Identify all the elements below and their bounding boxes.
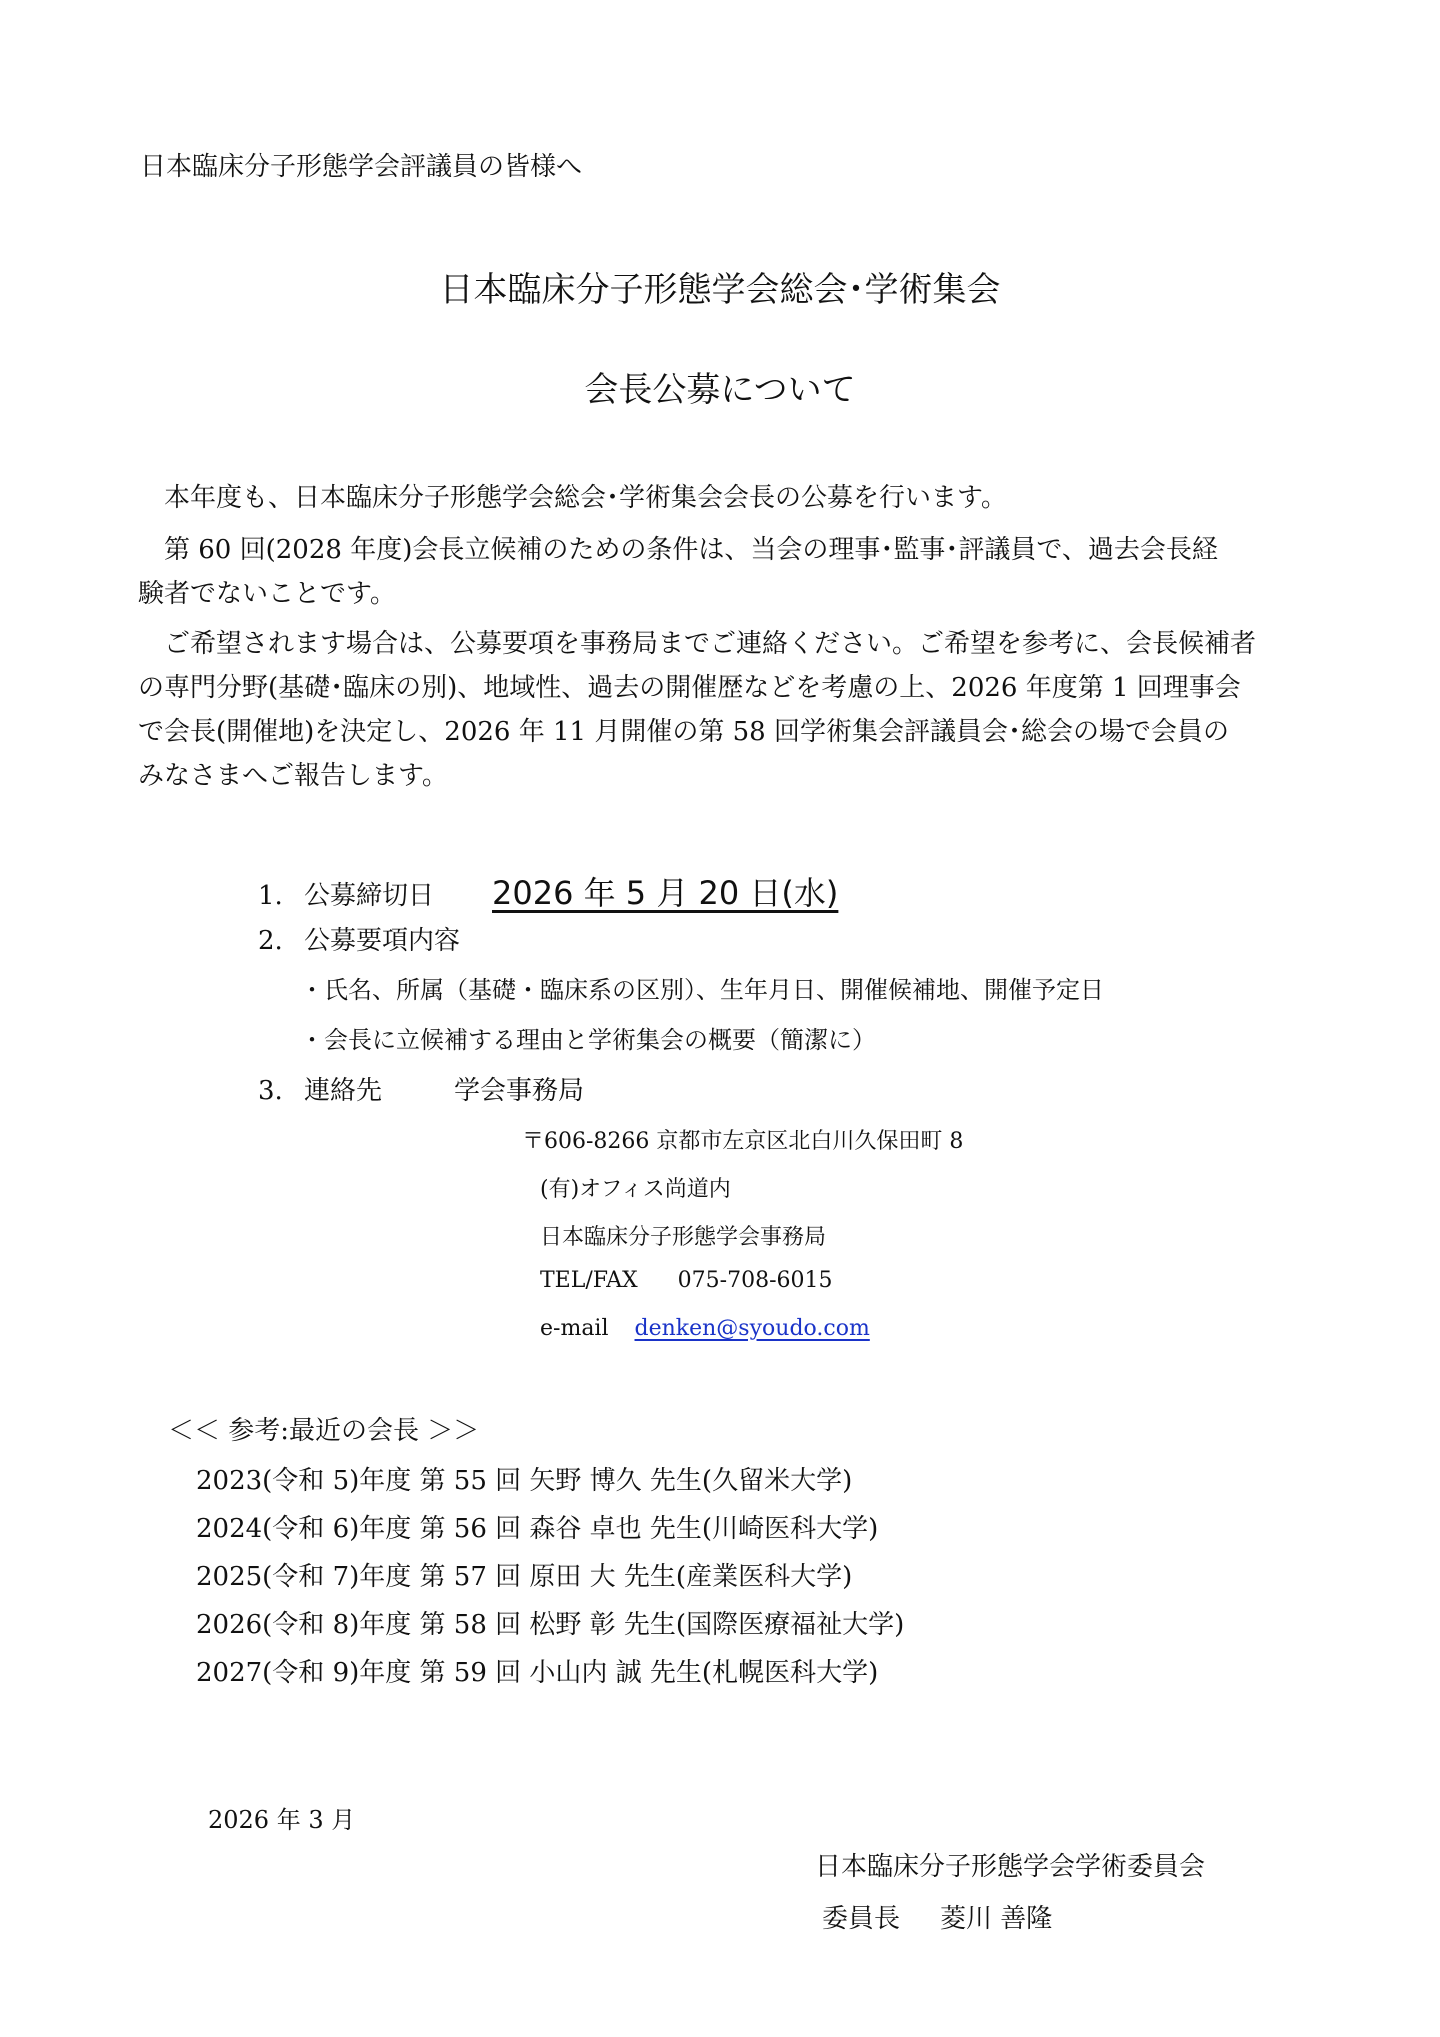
document-date: 2026 年 3 月: [208, 1806, 356, 1834]
procedure-line-1: ご希望されます場合は、公募要項を事務局までご連絡ください。ご希望を参考に、会長候補者: [164, 629, 1257, 659]
procedure-paragraph: [138, 622, 1303, 798]
document-subtitle: 会長公募について: [584, 370, 856, 410]
procedure-line-3: で会長(開催地)を決定し、2026 年 11 月開催の第 58 回学術集会評議員会･総会の場で会員の: [138, 717, 1229, 747]
content-label: 公募要項内容: [304, 926, 461, 956]
deadline-label: 公募締切日: [304, 881, 435, 911]
procedure-line-2: の専門分野(基礎･臨床の別)、地域性、過去の開催歴などを考慮の上、2026 年度第 1 回理事会: [138, 673, 1241, 703]
chair-signature: [822, 1898, 1052, 1935]
tel-fax: [540, 1268, 833, 1293]
contact-label: 連絡先: [304, 1076, 383, 1106]
reference-row: 2024(令和 6)年度 第 56 回 森谷 卓也 先生(川崎医科大学): [196, 1514, 879, 1544]
conditions-paragraph: [138, 528, 1303, 616]
deadline-number: 1.: [258, 881, 283, 911]
company-name: (有)オフィス尚道内: [540, 1177, 731, 1202]
content-bullet-2: ・会長に立候補する理由と学術集会の概要（簡潔に）: [300, 1026, 876, 1054]
tel-label: TEL/FAX: [540, 1268, 638, 1293]
deadline-value: 2026 年 5 月 20 日(水): [492, 874, 839, 912]
email-link[interactable]: denken@syoudo.com: [634, 1316, 870, 1341]
reference-row: 2026(令和 8)年度 第 58 回 松野 彰 先生(国際医療福祉大学): [196, 1610, 905, 1640]
document-title: 日本臨床分子形態学会総会･学術集会: [439, 270, 1001, 310]
procedure-line-4: みなさまへご報告します。: [138, 761, 448, 791]
reference-heading: ＜＜ 参考:最近の会長 ＞＞: [168, 1416, 480, 1446]
email-row: [540, 1316, 870, 1341]
reference-row: 2025(令和 7)年度 第 57 回 原田 大 先生(産業医科大学): [196, 1562, 853, 1592]
conditions-line-2: 験者でないことです。: [138, 579, 396, 609]
intro-paragraph: [138, 476, 1303, 520]
reference-row: 2023(令和 5)年度 第 55 回 矢野 博久 先生(久留米大学): [196, 1466, 853, 1496]
contact-number: 3.: [258, 1076, 283, 1106]
content-bullet-1: ・氏名、所属（基礎・臨床系の区別）、生年月日、開催候補地、開催予定日: [300, 976, 1104, 1004]
email-label: e-mail: [540, 1316, 609, 1341]
contact-item: [258, 1070, 584, 1107]
chair-title: 委員長: [822, 1904, 901, 1934]
content-item: [258, 920, 460, 957]
tel-number: 075-708-6015: [677, 1268, 833, 1293]
content-number: 2.: [258, 926, 283, 956]
intro-line: 本年度も、日本臨床分子形態学会総会･学術集会会長の公募を行います。: [164, 483, 1007, 513]
deadline-item: [258, 868, 838, 914]
issuing-organization: 日本臨床分子形態学会学術委員会: [815, 1852, 1206, 1882]
office-name: 日本臨床分子形態学会事務局: [540, 1225, 827, 1250]
reference-row: 2027(令和 9)年度 第 59 回 小山内 誠 先生(札幌医科大学): [196, 1658, 879, 1688]
conditions-line-1: 第 60 回(2028 年度)会長立候補のための条件は、当会の理事･監事･評議員で、過去会長経: [164, 535, 1218, 565]
salutation: 日本臨床分子形態学会評議員の皆様へ: [140, 152, 583, 182]
chair-name: 菱川 善隆: [940, 1904, 1053, 1934]
contact-office: 学会事務局: [454, 1076, 585, 1106]
postal-address: 〒606-8266 京都市左京区北白川久保田町 8: [522, 1129, 964, 1154]
